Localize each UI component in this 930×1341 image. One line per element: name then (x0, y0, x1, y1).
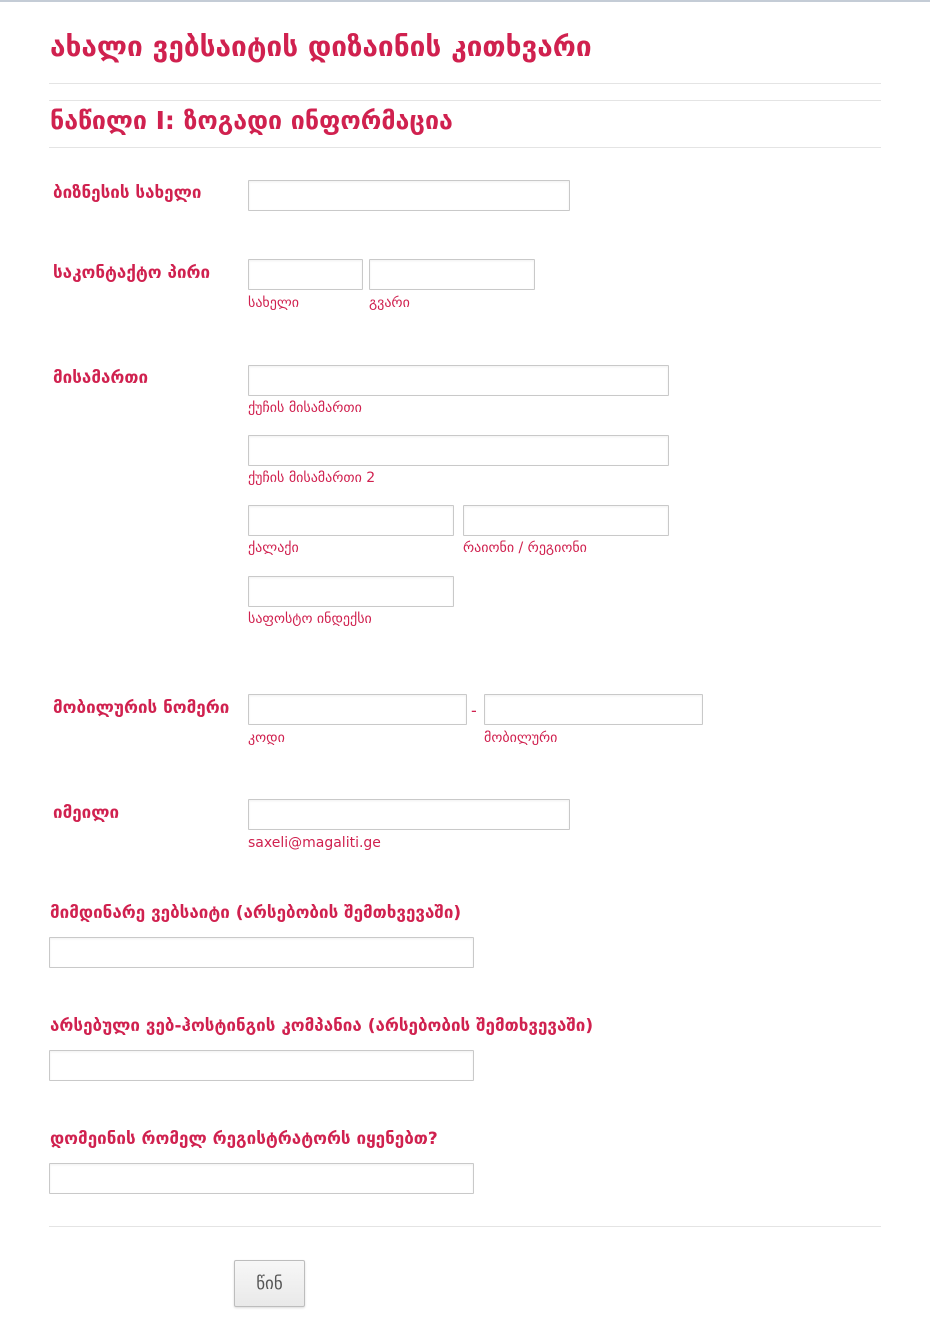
current-website-input[interactable] (49, 937, 474, 968)
section-divider-top (49, 100, 881, 101)
mobile-number-input[interactable] (484, 694, 703, 725)
current-website-label: მიმდინარე ვებსაიტი (არსებობის შემთხვევაში) (50, 903, 462, 923)
street-address-sublabel: ქუჩის მისამართი (248, 400, 362, 416)
title-divider (49, 83, 881, 84)
street-address-input[interactable] (248, 365, 669, 396)
city-input[interactable] (248, 505, 454, 536)
area-code-input[interactable] (248, 694, 467, 725)
email-label: იმეილი (53, 803, 120, 823)
top-border (0, 0, 930, 2)
phone-separator: - (471, 701, 477, 720)
next-button[interactable]: წინ (234, 1260, 305, 1307)
first-name-input[interactable] (248, 259, 363, 290)
business-name-input[interactable] (248, 180, 570, 211)
email-input[interactable] (248, 799, 570, 830)
first-name-sublabel: სახელი (248, 295, 299, 311)
hosting-company-label: არსებული ვებ-ჰოსტინგის კომპანია (არსებობის შემთხვევაში) (50, 1016, 594, 1036)
registrar-input[interactable] (49, 1163, 474, 1194)
footer-divider (49, 1226, 881, 1227)
city-sublabel: ქალაქი (248, 540, 299, 556)
last-name-input[interactable] (369, 259, 535, 290)
registrar-label: დომეინის რომელ რეგისტრატორს იყენებთ? (50, 1129, 438, 1149)
business-name-label: ბიზნესის სახელი (53, 183, 202, 203)
mobile-number-sublabel: მობილური (484, 730, 558, 746)
form-title: ახალი ვებსაიტის დიზაინის კითხვარი (50, 30, 592, 63)
email-sublabel: saxeli@magaliti.ge (248, 835, 381, 851)
postal-code-input[interactable] (248, 576, 454, 607)
postal-code-sublabel: საფოსტო ინდექსი (248, 611, 372, 627)
contact-person-label: საკონტაქტო პირი (53, 263, 211, 283)
section-title: ნაწილი I: ზოგადი ინფორმაცია (50, 106, 453, 135)
mobile-label: მობილურის ნომერი (53, 698, 230, 718)
last-name-sublabel: გვარი (369, 295, 410, 311)
hosting-company-input[interactable] (49, 1050, 474, 1081)
area-code-sublabel: კოდი (248, 730, 285, 746)
street-address-2-input[interactable] (248, 435, 669, 466)
region-sublabel: რაიონი / რეგიონი (463, 540, 587, 556)
section-divider-bottom (49, 147, 881, 148)
region-input[interactable] (463, 505, 669, 536)
street-address-2-sublabel: ქუჩის მისამართი 2 (248, 470, 376, 486)
address-label: მისამართი (53, 368, 149, 388)
